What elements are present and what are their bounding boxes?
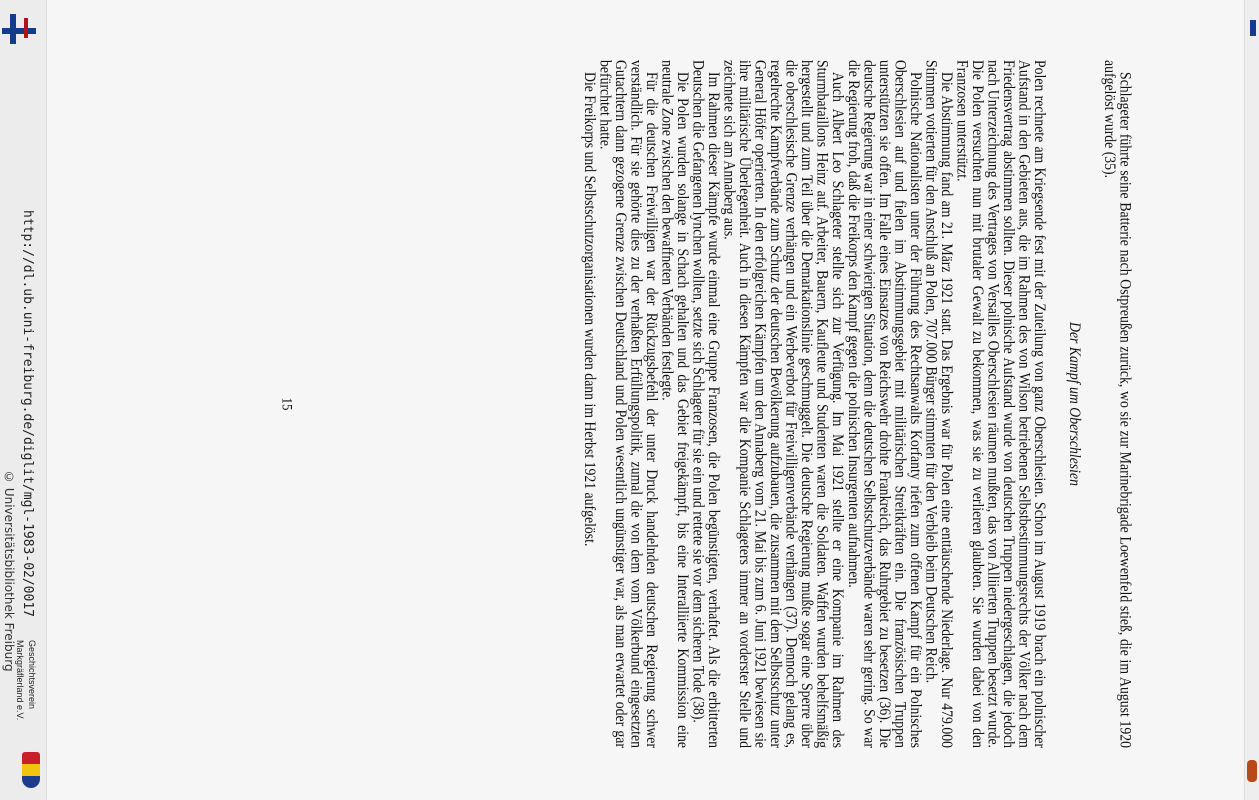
body-text [581, 60, 1047, 748]
right-margin-strip [1244, 0, 1259, 800]
society-line-2: Markgräflerland e.V. [15, 640, 25, 721]
left-margin-strip [0, 0, 47, 800]
right-badge-icon [1247, 760, 1257, 782]
body-paragraph: Die Freikorps und Selbstschutzorganisationen wurden dann im Herbst 1921 aufgelöst. [581, 72, 598, 547]
body-paragraph: Im Rahmen dieser Kämpfe wurde einmal eine Gruppe Franzosen, die Polen begünstigten, verhaftet. Als die erbitterten Deutschen die Gefangenen lynchen wollten, setzte sich Schlageter für sie ein und rettete sie vor dem sicheren Tode (38). [689, 60, 722, 749]
society-line-1: Geschichtsverein [27, 640, 37, 710]
body-paragraph: Die Polen wurden solange in Schach gehalten und das Gebiet freigekämpft, bis eine Interalliierte Kommission eine neutrale Zone zwischen den bewaffneten Verbänden festlegte. [658, 60, 691, 749]
right-logo-icon [1250, 20, 1256, 36]
intro-paragraph: Schlageter führte seine Batterie nach Ostpreußen zurück, wo sie zur Marinebrigade Loewenfeld stieß, die im August 1920 aufgelöst wurde (35). [1100, 60, 1133, 749]
body-paragraph: Auch Albert Leo Schlageter stellte sich zur Verfügung. Im Mai 1921 stellte er eine Kompanie im Rahmen des Sturmbataillons Heinz auf. Arbeiter, Bauern, Kaufleute und Studenten waren die Soldaten. Waffen wurden behelfsmäßig hergestellt und zum Teil über die Demarkationslinie geschmuggelt. Die deutsche Regierung mußte sogar eine Sperre über die oberschlesische Grenze verhängen und ein Werbeverbot für Freiwilligenverbände verhängen (37). Dennoch gelang es, regelrechte Kampfverbände zum Schutz der deutschen Bevölkerung aufzubauen, die zusammen mit dem Selbstschutz unter General Höfer operierten. In den erfolgreichen Kämpfen um den Annaberg vom 21. Mai bis zum 6. Juni 1921 bewiesen sie ihre militärische Überlegenheit. Auch in diesen Kämpfen war die Kompanie Schlageters immer an vorderster Stelle und zeichnete sich am Annaberg aus. [720, 60, 846, 749]
body-paragraph: Polnische Nationalisten unter der Führung des Rechtsanwalts Korfanty riefen zum offenen Kampf für ein Polnisches Oberschlesien auf und fielen im Abstimmungsgebiet mit militärischen Streitkräften ein. Die französischen Truppen unterstützten sie offen. Im Falle eines Einsatzes von Reichswehr drohte Frankreich, das Ruhrgebiet zu besetzen (36). Die deutsche Regierung war in einer schwierigen Situation, denn die deutschen Selbstschutzverbände waren sehr gering. So war die Regierung froh, daß die Freikorps den Kampf gegen die polnischen Insurgenten aufnahmen. [844, 60, 924, 749]
body-paragraph: Die Abstimmung fand am 21. März 1921 statt. Das Ergebnis war für Polen eine enttäuschende Niederlage. Nur 479.000 Stimmen votierten für den Anschluß an Polen, 707.000 Bürger stimmten für den Verbleib beim Deutschen Reich. [922, 60, 955, 749]
source-url[interactable]: http://dl.ub.uni-freiburg.de/diglit/mgl-1983-02/0017 [20, 210, 35, 617]
library-logo-icon [2, 14, 36, 44]
section-heading: Der Kampf um Oberschlesien [1066, 322, 1083, 486]
document-page [278, 60, 1132, 748]
coat-of-arms-icon [22, 752, 40, 788]
body-paragraph: Für die deutschen Freiwilligen war der Rückzugsbefehl der unter Druck handelnden deutschen Regierung schwer verständlich. Für sie gehörte dies zu der verhaßten Erfüllungspolitik, zumal die von dem vom Völkerbund eingesetzten Gutachtern dann gezogene Grenze zwischen Deutschland und Polen wesentlich ungünstiger war, als man erwartet oder gar befürchtet hatte. [596, 60, 660, 749]
copyright-notice: © Universitätsbibliothek Freiburg [2, 470, 16, 672]
page-number: 15 [278, 397, 294, 411]
body-paragraph: Polen rechnete am Kriegsende fest mit der Zuteilung von ganz Oberschlesien. Schon im August 1919 brach ein polnischer Aufstand in den Gebieten aus, die im Rahmen des von Wilson betriebenen Selbstbestimmungsrechts der Völker nach dem Friedensvertrag abstimmen sollten. Dieser polnische Aufstand wurde von deutschen Truppen niedergeschlagen, die jedoch nach Unterzeichnung des Vertrages von Versailles Oberschlesien räumen mußten, das von Alliierten Truppen besetzt wurde. Die Polen versuchten nun mit brutaler Gewalt zu bekommen, was sie zu verlieren glaubten. Sie wurden dabei von den Franzosen unterstützt. [953, 60, 1048, 748]
society-name [14, 640, 38, 720]
